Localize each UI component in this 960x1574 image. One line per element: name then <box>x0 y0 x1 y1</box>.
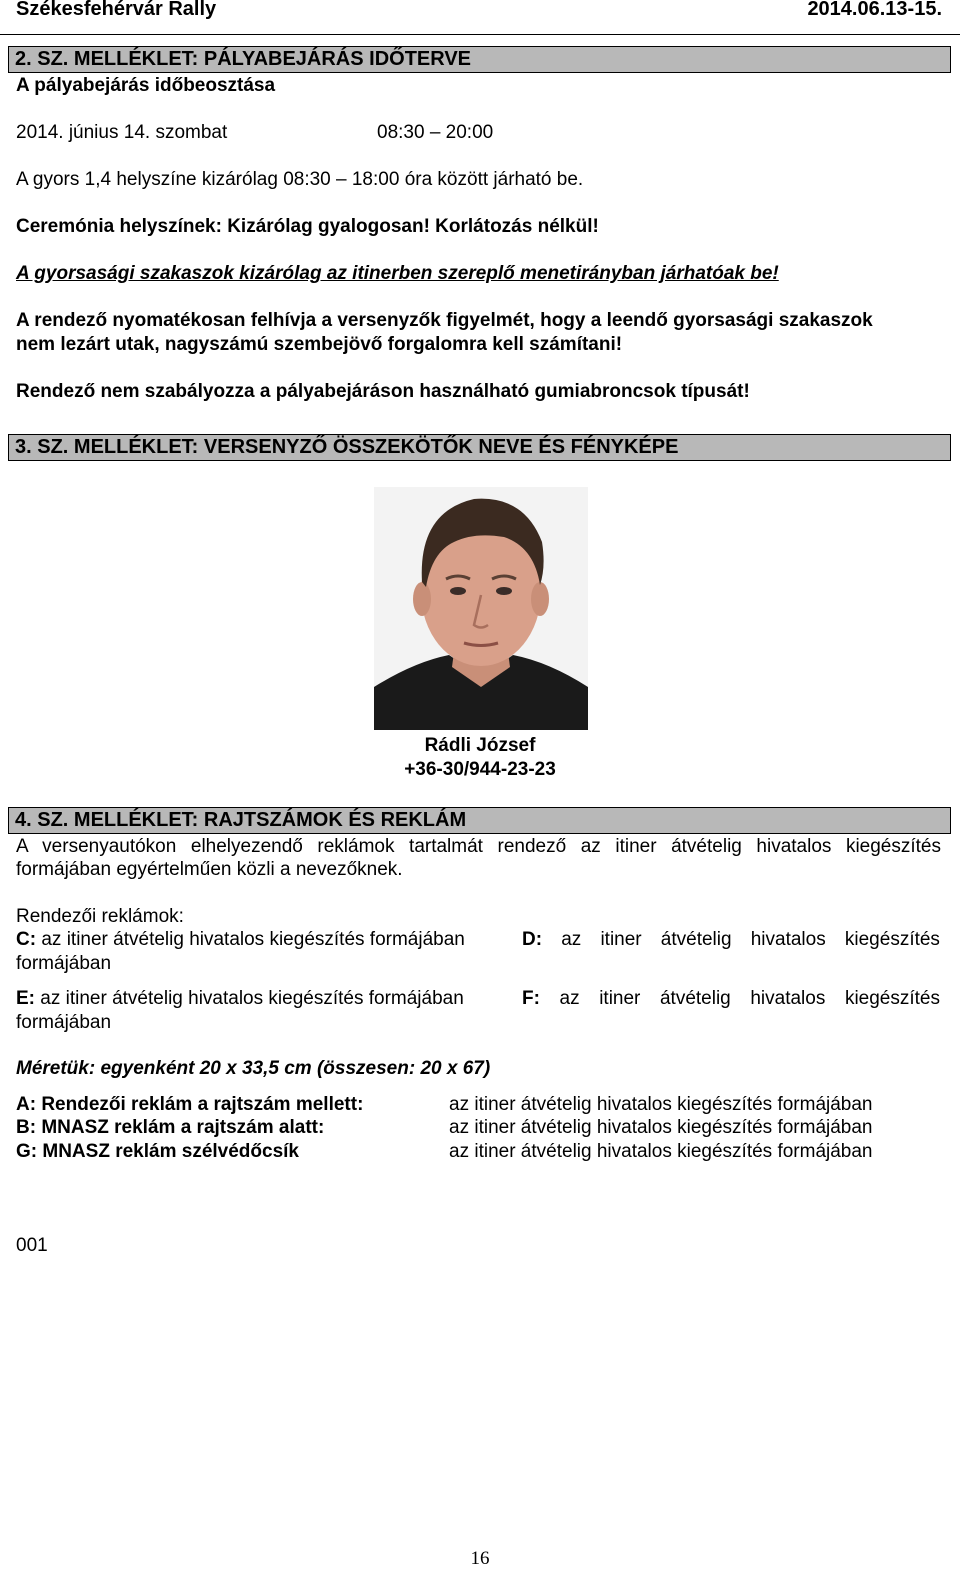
ad-row-label: A: Rendezői reklám a rajtszám mellett: <box>16 1094 364 1115</box>
ad-e-row <box>16 987 464 1011</box>
section-4-heading: 4. SZ. MELLÉKLET: RAJTSZÁMOK ÉS REKLÁM <box>8 807 951 834</box>
contact-person-photo <box>374 487 588 730</box>
section-2-heading: 2. SZ. MELLÉKLET: PÁLYABEJÁRÁS IDŐTERVE <box>8 46 951 73</box>
page-number: 16 <box>470 1548 490 1569</box>
ad-d-word: itiner <box>600 929 642 950</box>
contact-person-phone: +36-30/944-23-23 <box>404 759 556 780</box>
ad-c-text-continued: formájában <box>16 953 112 974</box>
ad-row-label: G: MNASZ reklám szélvédőcsík <box>16 1141 299 1162</box>
schedule-time: 08:30 – 20:00 <box>377 122 494 143</box>
ad-d-row <box>522 928 940 952</box>
ad-d-label: D: <box>522 929 543 950</box>
ad-d-word: átvételig <box>660 929 732 950</box>
ad-f-label: F: <box>522 988 540 1009</box>
ad-d-word: az <box>561 929 582 950</box>
ad-f-row <box>522 987 940 1011</box>
direction-note: A gyorsasági szakaszok kizárólag az itinerben szereplő menetirányban járhatóak be! <box>16 263 779 284</box>
advertising-intro: A versenyautókon elhelyezendő reklámok tartalmát rendező az itiner átvételig hivatalos kiegészítés formájában egyértelműen közli a nevezőknek. <box>16 836 941 880</box>
gyors-note: A gyors 1,4 helyszíne kizárólag 08:30 – 18:00 óra között járható be. <box>16 169 584 190</box>
ad-c-text: az itiner átvételig hivatalos kiegészítés formájában <box>41 929 465 950</box>
organizer-ads-label: Rendezői reklámok: <box>16 906 184 927</box>
section-2-subtitle: A pályabejárás időbeosztása <box>16 75 276 96</box>
race-number-example: 001 <box>16 1235 48 1256</box>
ad-e-text: az itiner átvételig hivatalos kiegészítés formájában <box>40 988 464 1009</box>
ad-row-value: az itiner átvételig hivatalos kiegészítés formájában <box>449 1117 873 1138</box>
tire-note: Rendező nem szabályozza a pályabejáráson használható gumiabroncsok típusát! <box>16 381 750 402</box>
warning-line-2: nem lezárt utak, nagyszámú szembejövő forgalomra kell számítani! <box>16 334 623 355</box>
section-3-heading: 3. SZ. MELLÉKLET: VERSENYZŐ ÖSSZEKÖTŐK NEVE ÉS FÉNYKÉPE <box>8 434 951 461</box>
ad-d-word: hivatalos <box>750 929 826 950</box>
ad-e-text-continued: formájában <box>16 1012 112 1033</box>
ad-row-label: B: MNASZ reklám a rajtszám alatt: <box>16 1117 325 1138</box>
ad-size-note: Méretük: egyenként 20 x 33,5 cm (összesen: 20 x 67) <box>16 1058 491 1079</box>
ad-row-value: az itiner átvételig hivatalos kiegészítés formájában <box>449 1141 873 1162</box>
ad-f-word: az <box>559 988 580 1009</box>
ad-c-row <box>16 928 465 952</box>
ad-d-word: kiegészítés <box>844 929 940 950</box>
schedule-day: 2014. június 14. szombat <box>16 122 228 143</box>
contact-person-name: Rádli József <box>424 735 536 756</box>
warning-line-1: A rendező nyomatékosan felhívja a versenyzők figyelmét, hogy a leendő gyorsasági szakaszok <box>16 310 873 331</box>
header-divider <box>0 34 960 35</box>
document-header-title: Székesfehérvár Rally <box>16 0 217 20</box>
ad-row-value: az itiner átvételig hivatalos kiegészítés formájában <box>449 1094 873 1115</box>
document-header-date: 2014.06.13-15. <box>807 0 942 20</box>
ad-f-word: átvételig <box>659 988 731 1009</box>
ad-e-label: E: <box>16 988 35 1009</box>
ad-c-label: C: <box>16 929 37 950</box>
ceremonia-note: Ceremónia helyszínek: Kizárólag gyalogosan! Korlátozás nélkül! <box>16 216 599 237</box>
ad-f-word: hivatalos <box>750 988 826 1009</box>
ad-f-word: kiegészítés <box>844 988 940 1009</box>
ad-f-word: itiner <box>599 988 641 1009</box>
